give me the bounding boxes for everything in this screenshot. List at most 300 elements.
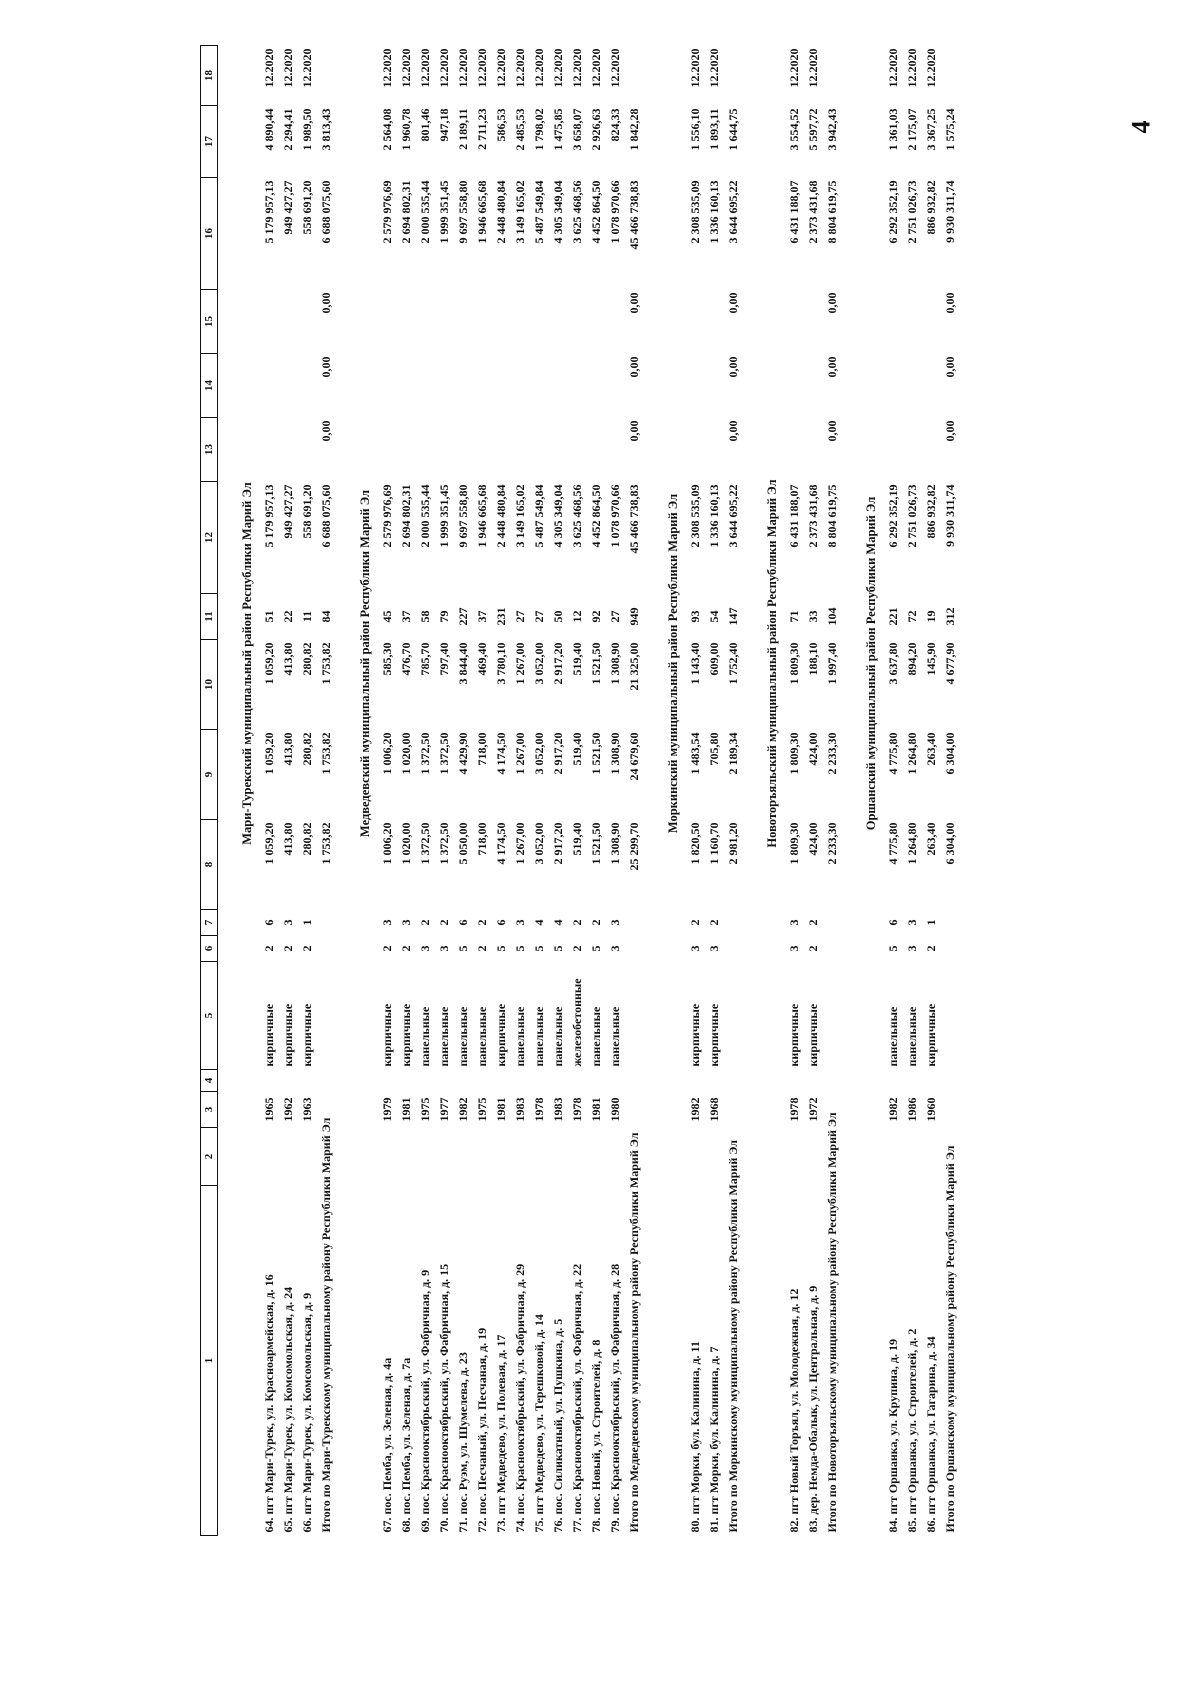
district-heading: Оршанский муниципальный район Республики Марий Эл xyxy=(863,496,878,831)
cell-c9: 1 264,80 xyxy=(905,732,919,775)
cell-c9: 1 059,20 xyxy=(262,732,276,775)
cell-c1: 68. пос. Пемба, ул. Зеленая, д. 7а xyxy=(399,1357,413,1533)
cell-c8: 3 052,00 xyxy=(532,822,546,865)
cell-c4 xyxy=(473,1070,492,1092)
cell-c3: 1975 xyxy=(418,1097,432,1122)
cell-c5: панельные xyxy=(589,1006,603,1067)
rotated-table-container xyxy=(200,48,1050,1536)
cell-c11: 22 xyxy=(281,610,295,623)
cell-c3: 1981 xyxy=(399,1097,413,1122)
table-row xyxy=(492,46,511,1536)
cell-c13 xyxy=(397,418,416,482)
column-number-header: 3 xyxy=(201,1092,218,1128)
table-row xyxy=(568,46,587,1536)
cell-c14 xyxy=(884,354,903,418)
cell-c10: 585,30 xyxy=(380,642,394,676)
cell-c12: 9 697 558,80 xyxy=(456,484,470,548)
cell-c1: 83. дер. Немда-Обалык, ул. Центральная, д. 9 xyxy=(806,1285,820,1533)
cell-c12: 2 694 802,31 xyxy=(399,484,413,548)
cell-c16: 3 149 165,02 xyxy=(513,180,527,244)
cell-c7: 2 xyxy=(589,919,603,926)
cell-c12: 2 751 026,73 xyxy=(905,484,919,548)
cell-c5: кирпичные xyxy=(300,1003,314,1067)
cell-c15 xyxy=(785,290,804,354)
cell-c11: 12 xyxy=(570,610,584,623)
cell-c13 xyxy=(804,418,823,482)
cell-c9: 519,40 xyxy=(570,732,584,766)
cell-c2 xyxy=(378,1128,397,1186)
cell-c5: панельные xyxy=(905,1006,919,1067)
cell-c10: 469,40 xyxy=(475,642,489,676)
cell-c4 xyxy=(903,1070,922,1092)
district-total-row xyxy=(724,46,743,1536)
cell-c9: 1 267,00 xyxy=(513,732,527,775)
cell-c13 xyxy=(454,418,473,482)
total-c15: 0,00 xyxy=(627,292,641,314)
cell-c18: 12.2020 xyxy=(551,48,565,88)
cell-c3: 1968 xyxy=(707,1097,721,1122)
cell-c12: 4 452 864,50 xyxy=(589,484,603,548)
cell-c5: панельные xyxy=(532,1006,546,1067)
cell-c4 xyxy=(511,1070,530,1092)
cell-c15 xyxy=(435,290,454,354)
cell-c8: 413,80 xyxy=(281,822,295,856)
district-heading: Мари-Турекский муниципальный район Республики Марий Эл xyxy=(239,482,254,845)
cell-c6: 2 xyxy=(281,945,295,952)
cell-c13 xyxy=(435,418,454,482)
cell-c2 xyxy=(884,1128,903,1186)
cell-c7: 3 xyxy=(513,919,527,926)
total-c8: 2 233,30 xyxy=(825,822,839,865)
cell-c15 xyxy=(884,290,903,354)
cell-c16: 4 452 864,50 xyxy=(589,180,603,244)
table-row xyxy=(587,46,606,1536)
cell-c7: 3 xyxy=(608,919,622,926)
cell-c3: 1980 xyxy=(608,1097,622,1122)
total-label: Итого по Медведевскому муниципальному району Республики Марий Эл xyxy=(627,1132,641,1533)
cell-c10: 609,00 xyxy=(707,642,721,676)
cell-c3: 1982 xyxy=(456,1097,470,1122)
cell-c11: 51 xyxy=(262,610,276,623)
cell-c9: 1 521,50 xyxy=(589,732,603,775)
table-row xyxy=(473,46,492,1536)
cell-c10: 1 267,00 xyxy=(513,642,527,685)
cell-c10: 2 917,20 xyxy=(551,642,565,685)
spacer-row xyxy=(218,46,235,1536)
cell-c6: 2 xyxy=(475,945,489,952)
cell-c12: 1 336 160,13 xyxy=(707,484,721,548)
cell-c3: 1972 xyxy=(806,1097,820,1122)
cell-c15 xyxy=(530,290,549,354)
total-c14: 0,00 xyxy=(627,356,641,378)
cell-c13 xyxy=(549,418,568,482)
table-row xyxy=(903,46,922,1536)
cell-c17: 1 989,50 xyxy=(300,108,314,151)
cell-c1: 81. пгт Морки, бул. Калинина, д. 7 xyxy=(707,1346,721,1533)
cell-c17: 2 485,53 xyxy=(513,108,527,151)
cell-c6: 2 xyxy=(300,945,314,952)
cell-c13 xyxy=(378,418,397,482)
cell-c2 xyxy=(705,1128,724,1186)
table-row xyxy=(279,46,298,1536)
cell-c16: 949 427,27 xyxy=(281,180,295,235)
cell-c4 xyxy=(416,1070,435,1092)
cell-c12: 1 999 351,45 xyxy=(437,484,451,548)
district-heading: Моркинский муниципальный район Республики Марий Эл xyxy=(665,493,680,834)
cell-c17: 2 564,08 xyxy=(380,108,394,151)
cell-c16: 2 448 480,84 xyxy=(494,180,508,244)
cell-c6: 5 xyxy=(589,945,603,952)
cell-c13 xyxy=(606,418,625,482)
cell-c8: 1 160,70 xyxy=(707,822,721,865)
cell-c17: 1 475,85 xyxy=(551,108,565,151)
table-row xyxy=(884,46,903,1536)
cell-c16: 558 691,20 xyxy=(300,180,314,235)
cell-c16: 9 697 558,80 xyxy=(456,180,470,244)
cell-c18: 12.2020 xyxy=(886,48,900,88)
cell-c8: 1 059,20 xyxy=(262,822,276,865)
total-c13: 0,00 xyxy=(943,420,957,442)
cell-c12: 949 427,27 xyxy=(281,484,295,539)
cell-c15 xyxy=(587,290,606,354)
total-c15: 0,00 xyxy=(319,292,333,314)
cell-c1: 74. пос. Краснооктябрьский, ул. Фабричная, д. 29 xyxy=(513,1263,527,1533)
cell-c3: 1978 xyxy=(787,1097,801,1122)
cell-c9: 263,40 xyxy=(924,732,938,766)
column-number-header: 4 xyxy=(201,1070,218,1092)
total-c11: 312 xyxy=(943,607,957,626)
cell-c6: 5 xyxy=(886,945,900,952)
cell-c11: 227 xyxy=(456,607,470,626)
table-row xyxy=(606,46,625,1536)
cell-c14 xyxy=(492,354,511,418)
cell-c4 xyxy=(804,1070,823,1092)
cell-c3: 1962 xyxy=(281,1097,295,1122)
cell-c16: 2 308 535,09 xyxy=(688,180,702,244)
cell-c10: 1 143,40 xyxy=(688,642,702,685)
cell-c8: 1 267,00 xyxy=(513,822,527,865)
cell-c9: 1 020,00 xyxy=(399,732,413,775)
cell-c6: 3 xyxy=(787,945,801,952)
cell-c12: 886 932,82 xyxy=(924,484,938,539)
cell-c12: 6 431 188,07 xyxy=(787,484,801,548)
cell-c11: 27 xyxy=(513,610,527,623)
cell-c15 xyxy=(492,290,511,354)
cell-c4 xyxy=(549,1070,568,1092)
cell-c5: панельные xyxy=(418,1006,432,1067)
total-c11: 147 xyxy=(726,607,740,626)
table-row xyxy=(298,46,317,1536)
cell-c2 xyxy=(549,1128,568,1186)
cell-c18: 12.2020 xyxy=(513,48,527,88)
cell-c15 xyxy=(804,290,823,354)
cell-c18: 12.2020 xyxy=(924,48,938,88)
cell-c4 xyxy=(530,1070,549,1092)
cell-c4 xyxy=(279,1070,298,1092)
cell-c14 xyxy=(903,354,922,418)
cell-c13 xyxy=(511,418,530,482)
cell-c1: 65. пгт Мари-Турек, ул. Комсомольская, д. 24 xyxy=(281,1286,295,1533)
column-number-header: 8 xyxy=(201,820,218,910)
cell-c10: 3 052,00 xyxy=(532,642,546,685)
cell-c14 xyxy=(530,354,549,418)
cell-c16: 2 694 802,31 xyxy=(399,180,413,244)
cell-c11: 54 xyxy=(707,610,721,623)
total-c14: 0,00 xyxy=(825,356,839,378)
total-c16: 6 688 075,60 xyxy=(319,180,333,244)
cell-c12: 5 179 957,13 xyxy=(262,484,276,548)
cell-c2 xyxy=(454,1128,473,1186)
cell-c11: 58 xyxy=(418,610,432,623)
cell-c10: 476,70 xyxy=(399,642,413,676)
cell-c8: 424,00 xyxy=(806,822,820,856)
cell-c16: 1 999 351,45 xyxy=(437,180,451,244)
cell-c18: 12.2020 xyxy=(589,48,603,88)
cell-c13 xyxy=(568,418,587,482)
cell-c2 xyxy=(279,1128,298,1186)
cell-c14 xyxy=(705,354,724,418)
cell-c4 xyxy=(298,1070,317,1092)
cell-c16: 2 373 431,68 xyxy=(806,180,820,244)
total-c17: 1 575,24 xyxy=(943,108,957,151)
cell-c6: 3 xyxy=(608,945,622,952)
cell-c15 xyxy=(903,290,922,354)
cell-c5: кирпичные xyxy=(787,1003,801,1067)
cell-c17: 3 554,52 xyxy=(787,108,801,151)
cell-c14 xyxy=(549,354,568,418)
cell-c7: 1 xyxy=(300,919,314,926)
total-c14: 0,00 xyxy=(943,356,957,378)
cell-c5: кирпичные xyxy=(924,1003,938,1067)
cell-c13 xyxy=(785,418,804,482)
cell-c1: 69. пос. Краснооктябрьский, ул. Фабричная, д. 9 xyxy=(418,1269,432,1533)
cell-c9: 1 308,90 xyxy=(608,732,622,775)
total-c9: 24 679,60 xyxy=(627,732,641,781)
cell-c16: 6 292 352,19 xyxy=(886,180,900,244)
cell-c14 xyxy=(435,354,454,418)
cell-c18: 12.2020 xyxy=(787,48,801,88)
cell-c10: 3 637,80 xyxy=(886,642,900,685)
cell-c16: 5 179 957,13 xyxy=(262,180,276,244)
cell-c7: 3 xyxy=(281,919,295,926)
cell-c3: 1960 xyxy=(924,1097,938,1122)
cell-c13 xyxy=(473,418,492,482)
cell-c14 xyxy=(511,354,530,418)
cell-c3: 1978 xyxy=(532,1097,546,1122)
cell-c3: 1982 xyxy=(886,1097,900,1122)
cell-c18: 12.2020 xyxy=(262,48,276,88)
cell-c14 xyxy=(686,354,705,418)
cell-c17: 5 597,72 xyxy=(806,108,820,151)
cell-c1: 67. пос. Пемба, ул. Зеленая, д. 4а xyxy=(380,1357,394,1533)
cell-c6: 3 xyxy=(437,945,451,952)
cell-c16: 6 431 188,07 xyxy=(787,180,801,244)
cell-c14 xyxy=(568,354,587,418)
cell-c6: 3 xyxy=(418,945,432,952)
table-row xyxy=(511,46,530,1536)
cell-c11: 93 xyxy=(688,610,702,623)
cell-c5: панельные xyxy=(886,1006,900,1067)
total-c8: 1 753,82 xyxy=(319,822,333,865)
cell-c17: 2 926,63 xyxy=(589,108,603,151)
column-number-header: 13 xyxy=(201,418,218,482)
cell-c15 xyxy=(298,290,317,354)
cell-c11: 71 xyxy=(787,610,801,623)
total-c13: 0,00 xyxy=(825,420,839,442)
district-total-row xyxy=(823,46,842,1536)
total-c10: 1 753,82 xyxy=(319,642,333,685)
district-heading: Медведевский муниципальный район Республики Марий Эл xyxy=(357,489,372,838)
cell-c1: 70. пос. Краснооктябрьский, ул. Фабричная, д. 15 xyxy=(437,1263,451,1533)
cell-c9: 280,82 xyxy=(300,732,314,766)
cell-c7: 6 xyxy=(886,919,900,926)
cell-c17: 1 361,03 xyxy=(886,108,900,151)
total-c12: 9 930 311,74 xyxy=(943,484,957,547)
cell-c4 xyxy=(587,1070,606,1092)
cell-c5: кирпичные xyxy=(707,1003,721,1067)
cell-c8: 519,40 xyxy=(570,822,584,856)
cell-c14 xyxy=(260,354,279,418)
cell-c8: 4 775,80 xyxy=(886,822,900,865)
cell-c10: 3 844,40 xyxy=(456,642,470,685)
cell-c5: кирпичные xyxy=(281,1003,295,1067)
cell-c14 xyxy=(397,354,416,418)
cell-c15 xyxy=(686,290,705,354)
cell-c4 xyxy=(492,1070,511,1092)
cell-c17: 2 189,11 xyxy=(456,108,470,150)
cell-c2 xyxy=(606,1128,625,1186)
cell-c8: 1 308,90 xyxy=(608,822,622,865)
cell-c3: 1975 xyxy=(475,1097,489,1122)
cell-c15 xyxy=(397,290,416,354)
cell-c17: 2 711,23 xyxy=(475,108,489,150)
cell-c7: 3 xyxy=(399,919,413,926)
cell-c7: 2 xyxy=(570,919,584,926)
cell-c8: 718,00 xyxy=(475,822,489,856)
district-total-row xyxy=(317,46,336,1536)
total-c17: 1 842,28 xyxy=(627,108,641,151)
total-label: Итого по Моркинскому муниципальному району Республики Марий Эл xyxy=(726,1140,740,1533)
cell-c9: 413,80 xyxy=(281,732,295,766)
cell-c13 xyxy=(884,418,903,482)
cell-c13 xyxy=(530,418,549,482)
cell-c5: кирпичные xyxy=(380,1003,394,1067)
cell-c16: 5 487 549,84 xyxy=(532,180,546,244)
cell-c14 xyxy=(473,354,492,418)
cell-c10: 145,90 xyxy=(924,642,938,676)
cell-c2 xyxy=(298,1128,317,1186)
cell-c4 xyxy=(260,1070,279,1092)
total-c16: 9 930 311,74 xyxy=(943,180,957,243)
cell-c4 xyxy=(454,1070,473,1092)
cell-c12: 2 448 480,84 xyxy=(494,484,508,548)
cell-c2 xyxy=(260,1128,279,1186)
cell-c18: 12.2020 xyxy=(437,48,451,88)
cell-c12: 2 579 976,69 xyxy=(380,484,394,548)
cell-c12: 1 946 665,68 xyxy=(475,484,489,548)
column-number-header: 9 xyxy=(201,730,218,820)
column-number-header: 7 xyxy=(201,910,218,936)
cell-c15 xyxy=(568,290,587,354)
cell-c18: 12.2020 xyxy=(418,48,432,88)
total-c16: 8 804 619,75 xyxy=(825,180,839,244)
table-row xyxy=(686,46,705,1536)
table-row xyxy=(549,46,568,1536)
cell-c13 xyxy=(492,418,511,482)
district-heading-row xyxy=(759,46,785,1536)
cell-c6: 5 xyxy=(532,945,546,952)
cell-c9: 1 372,50 xyxy=(437,732,451,775)
cell-c1: 80. пгт Морки, бул. Калинина, д. 11 xyxy=(688,1341,702,1533)
cell-c6: 2 xyxy=(399,945,413,952)
cell-c18: 12.2020 xyxy=(475,48,489,88)
cell-c14 xyxy=(454,354,473,418)
cell-c13 xyxy=(416,418,435,482)
cell-c10: 797,40 xyxy=(437,642,451,676)
total-c10: 4 677,90 xyxy=(943,642,957,685)
cell-c14 xyxy=(416,354,435,418)
cell-c18: 12.2020 xyxy=(494,48,508,88)
cell-c15 xyxy=(416,290,435,354)
cell-c7: 2 xyxy=(475,919,489,926)
cell-c1: 77. пос. Краснооктябрьский, ул. Фабричная, д. 22 xyxy=(570,1263,584,1533)
cell-c4 xyxy=(686,1070,705,1092)
cell-c17: 2 175,07 xyxy=(905,108,919,151)
cell-c17: 824,33 xyxy=(608,108,622,142)
cell-c1: 82. пгт Новый Торъял, ул. Молодежная, д. 12 xyxy=(787,1288,801,1533)
cell-c18: 12.2020 xyxy=(300,48,314,88)
cell-c11: 45 xyxy=(380,610,394,623)
cell-c14 xyxy=(378,354,397,418)
cell-c3: 1981 xyxy=(589,1097,603,1122)
cell-c4 xyxy=(378,1070,397,1092)
cell-c14 xyxy=(922,354,941,418)
cell-c16: 1 078 970,66 xyxy=(608,180,622,244)
cell-c14 xyxy=(785,354,804,418)
cell-c2 xyxy=(568,1128,587,1186)
total-c18 xyxy=(625,46,644,106)
cell-c11: 50 xyxy=(551,610,565,623)
total-c10: 1 997,40 xyxy=(825,642,839,685)
cell-c18: 12.2020 xyxy=(806,48,820,88)
cell-c5: кирпичные xyxy=(688,1003,702,1067)
cell-c11: 221 xyxy=(886,607,900,626)
cell-c12: 2 000 535,44 xyxy=(418,484,432,548)
total-c12: 8 804 619,75 xyxy=(825,484,839,548)
cell-c3: 1965 xyxy=(262,1097,276,1122)
total-c11: 104 xyxy=(825,607,839,626)
cell-c7: 2 xyxy=(707,919,721,926)
cell-c18: 12.2020 xyxy=(281,48,295,88)
cell-c4 xyxy=(568,1070,587,1092)
column-number-header: 5 xyxy=(201,962,218,1070)
cell-c10: 1 809,30 xyxy=(787,642,801,685)
cell-c5: железобетонные xyxy=(570,978,584,1067)
column-number-header: 6 xyxy=(201,936,218,962)
cell-c6: 5 xyxy=(494,945,508,952)
total-c8: 6 304,00 xyxy=(943,822,957,865)
district-heading-row xyxy=(234,46,260,1536)
cell-c6: 2 xyxy=(380,945,394,952)
cell-c12: 4 305 349,04 xyxy=(551,484,565,548)
cell-c4 xyxy=(922,1070,941,1092)
cell-c8: 1 020,00 xyxy=(399,822,413,865)
cell-c10: 785,70 xyxy=(418,642,432,676)
cell-c15 xyxy=(922,290,941,354)
cell-c15 xyxy=(511,290,530,354)
cell-c4 xyxy=(606,1070,625,1092)
total-c13: 0,00 xyxy=(627,420,641,442)
